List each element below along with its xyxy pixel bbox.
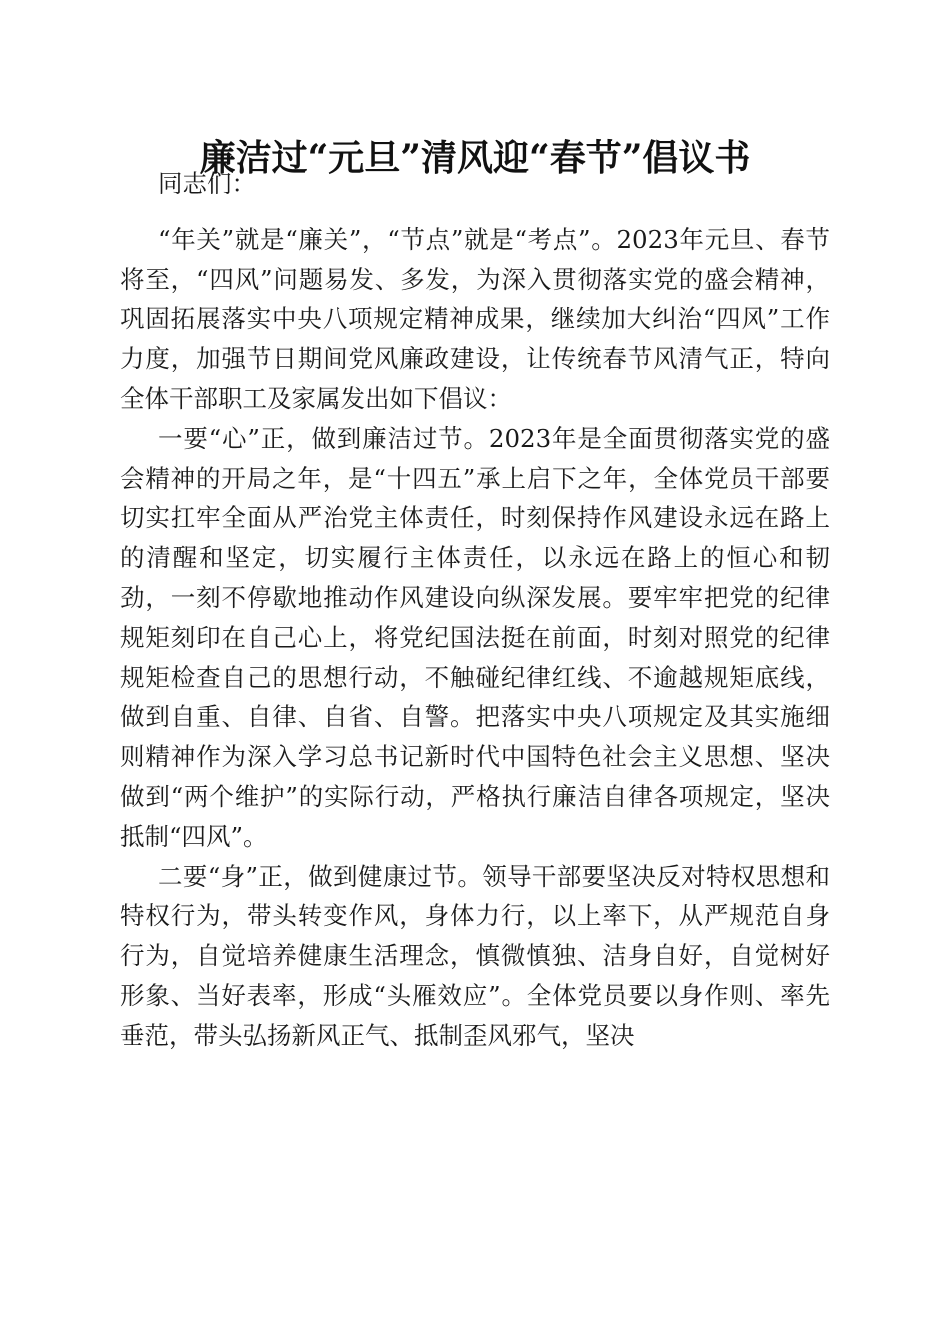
spacer: [120, 204, 830, 220]
paragraph-point-one: 一要“心”正，做到廉洁过节。2023年是全面贯彻落实党的盛会精神的开局之年，是“十四五”承上启下之年，全体党员干部要切实扛牢全面从严治党主体责任，时刻保持作风建设永远在路上的清醒和坚定，切实履行主体责任，以永远在路上的恒心和韧劲，一刻不停歇地推动作风建设向纵深发展。要牢牢把党的纪律规矩刻印在自己心上，将党纪国法挺在前面，时刻对照党的纪律规矩检查自己的思想行动，不触碰纪律红线、不逾越规矩底线，做到自重、自律、自省、自警。把落实中央八项规定及其实施细则精神作为深入学习总书记新时代中国特色社会主义思想、坚决做到“两个维护”的实际行动，严格执行廉洁自律各项规定，坚决抵制“四风”。: [120, 423, 830, 851]
document-body: [120, 164, 830, 1056]
salutation: 同志们：: [158, 169, 256, 198]
paragraph-point-two: 二要“身”正，做到健康过节。领导干部要坚决反对特权思想和特权行为，带头转变作风，身体力行，以上率下，从严规范自身行为，自觉培养健康生活理念，慎微慎独、洁身自好，自觉树好形象、当好表率，形成“头雁效应”。全体党员要以身作则、率先垂范，带头弘扬新风正气、抵制歪风邪气，坚决: [120, 861, 830, 1050]
paragraph-intro: “年关”就是“廉关”，“节点”就是“考点”。2023年元旦、春节将至，“四风”问题易发、多发，为深入贯彻落实党的盛会精神，巩固拓展落实中央八项规定精神成果，继续加大纠治“四风”工作力度，加强节日期间党风廉政建设，让传统春节风清气正，特向全体干部职工及家属发出如下倡议：: [120, 224, 830, 413]
document-title: 廉洁过“元旦”清风迎“春节”倡议书: [199, 137, 751, 179]
